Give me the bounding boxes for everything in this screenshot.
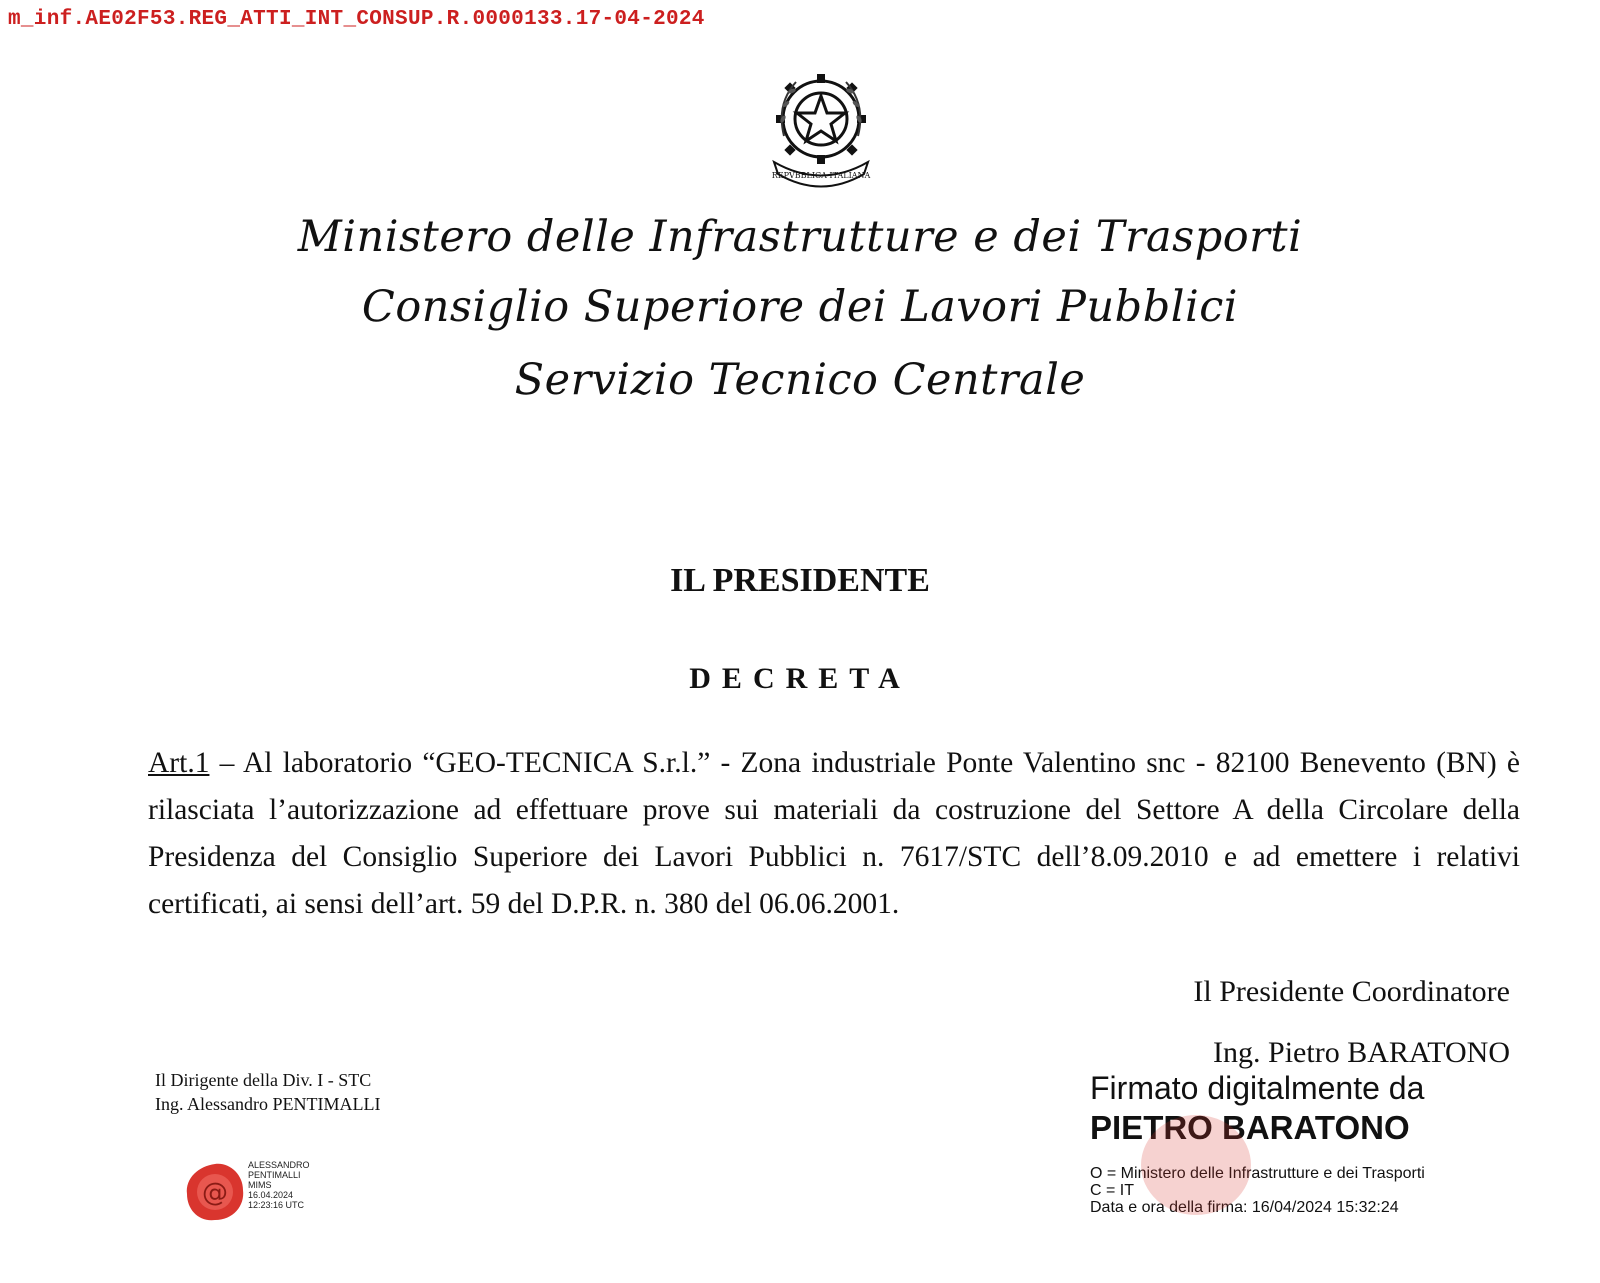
decree-heading: DECRETA [689,662,911,695]
signatory-title: Il Presidente Coordinatore [1193,975,1510,1008]
seal-line: 16.04.2024 [248,1190,294,1200]
seal-line: ALESSANDRO [248,1160,310,1170]
svg-text:@: @ [202,1178,228,1208]
seal-line: 12:23:16 UTC [248,1200,305,1210]
digital-signature-name: PIETRO BARATONO [1090,1109,1410,1146]
protocol-number: m_inf.AE02F53.REG_ATTI_INT_CONSUP.R.0000133.17-04-2024 [8,8,705,31]
article-text: – Al laboratorio “GEO-TECNICA S.r.l.” - Zona industriale Ponte Valentino snc - 82100 Benevento (BN) è rilasciata l’autorizzazione ad effettuare prove sui materiali da costruzione del Settore A della Circolare della Presidenza del Consiglio Superiore dei Lavori Pubblici n. 7617/STC dell’8.09.2010 e ad emettere i relativi certificati, ai sensi dell’art. 59 del D.P.R. n. 380 del 06.06.2001. [148,747,1520,920]
signature-org: O = Ministero delle Infrastrutture e dei Trasporti [1090,1165,1425,1182]
wax-seal-at-icon [183,1160,247,1224]
seal-line: PENTIMALLI [248,1170,301,1180]
ministry-name: Ministero delle Infrastrutture e dei Trasporti [297,212,1303,262]
signature-country: C = IT [1090,1182,1135,1199]
document-title: IL PRESIDENTE [670,562,930,599]
signature-watermark-icon [1136,1110,1256,1220]
italian-republic-emblem-icon [766,64,876,194]
dirigente-name: Ing. Alessandro PENTIMALLI [155,1094,381,1114]
service-name: Servizio Tecnico Centrale [514,355,1086,405]
seal-line: MIMS [248,1180,272,1190]
seal-text [248,1160,310,1210]
council-name: Consiglio Superiore dei Lavori Pubblici [361,282,1239,332]
article-number: Art.1 [148,747,210,779]
article-1 [148,740,1520,928]
emblem-inscription: REPVBBLICA ITALIANA [771,171,871,180]
digital-signature-block [1090,1070,1560,1216]
signatory-name: Ing. Pietro BARATONO [1213,1036,1510,1069]
dirigente-role: Il Dirigente della Div. I - STC [155,1070,372,1090]
signature-date: Data e ora della firma: 16/04/2024 15:32:24 [1090,1199,1399,1216]
digital-signature-label: Firmato digitalmente da [1090,1070,1425,1106]
dirigente-block [155,1068,380,1116]
